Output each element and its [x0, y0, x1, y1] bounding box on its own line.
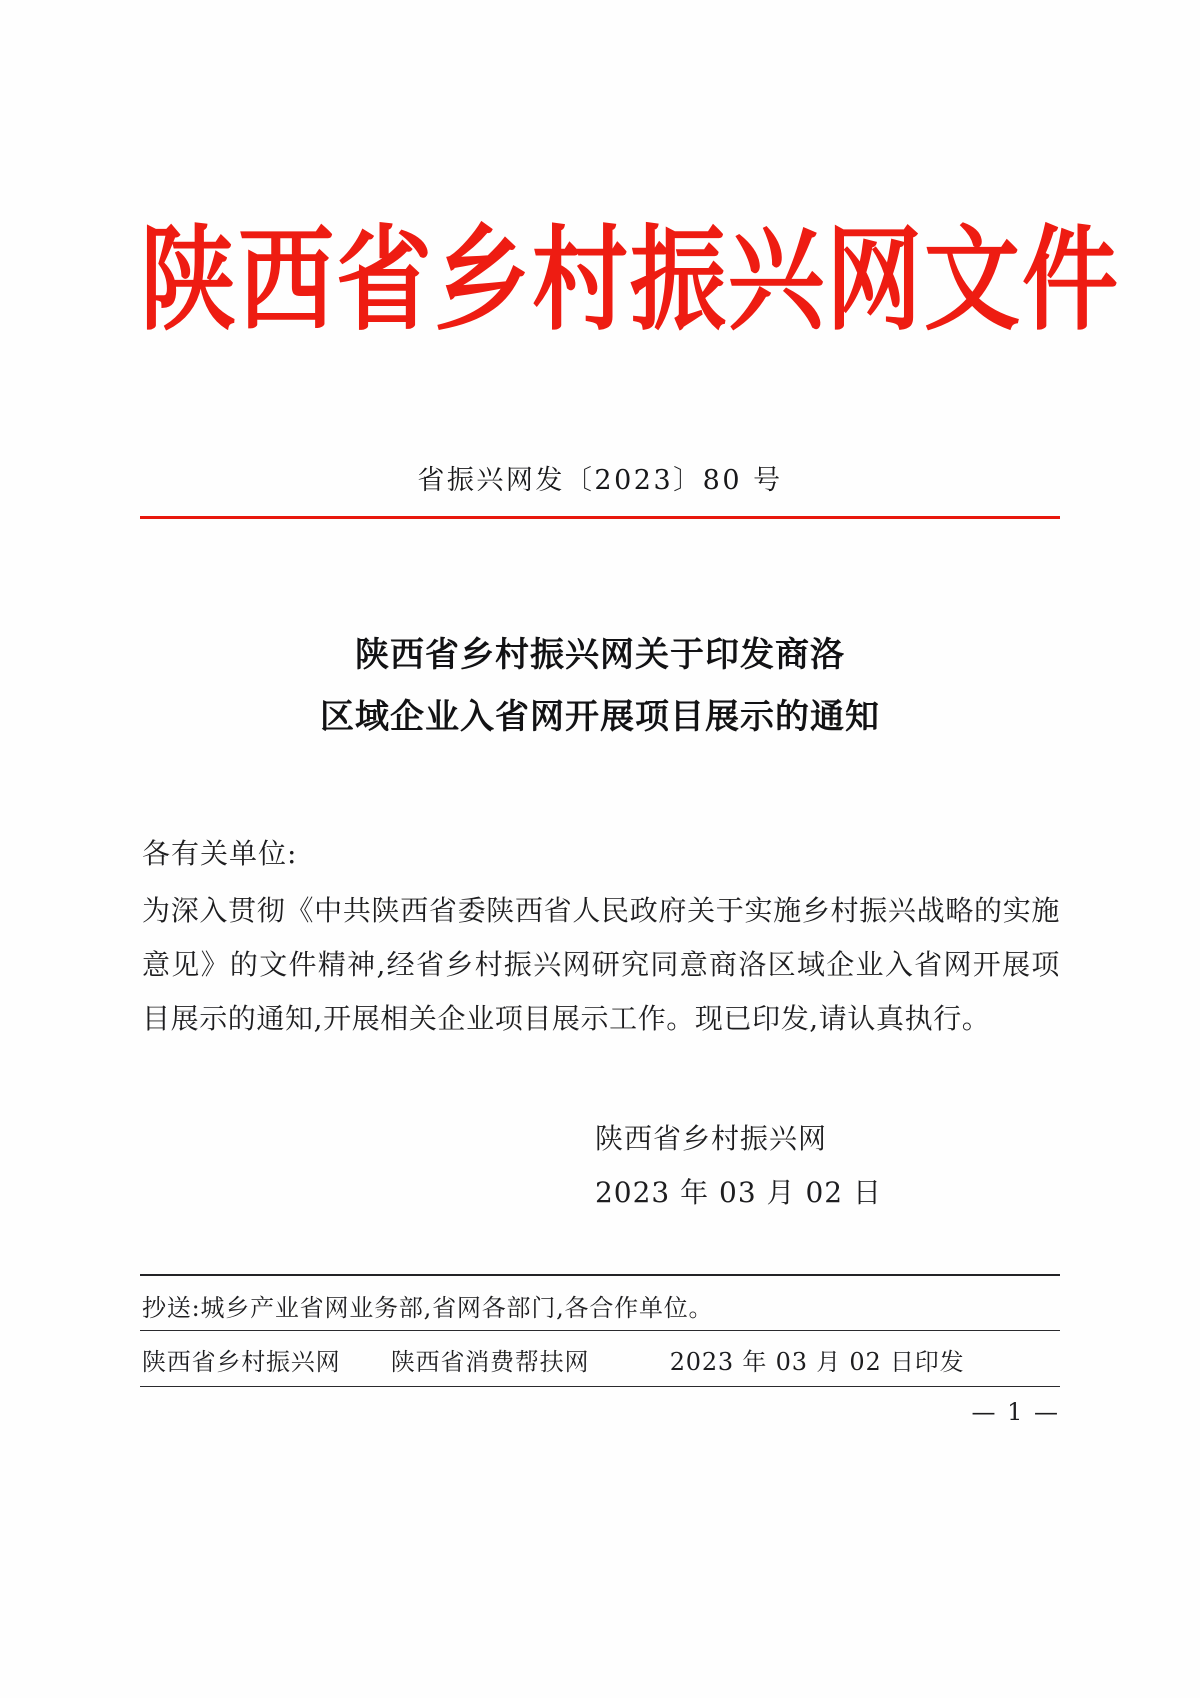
signature-organization: 陕西省乡村振兴网	[594, 1122, 827, 1155]
imprint-date: 2023 年 03 月 02 日印发	[669, 1348, 965, 1376]
document-title	[140, 624, 1060, 748]
imprint-organization-secondary: 陕西省消费帮扶网	[390, 1348, 590, 1376]
imprint-line	[142, 1342, 1060, 1377]
title-line-2: 区域企业入省网开展项目展示的通知	[320, 697, 880, 737]
body-paragraph: 为深入贯彻《中共陕西省委陕西省人民政府关于实施乡村振兴战略的实施意见》的文件精神,经省乡村振兴网研究同意商洛区域企业入省网开展项目展示的通知,开展相关企业项目展示工作。现已印发,请认真执行。	[142, 894, 1060, 1035]
masthead-title: 陕西省乡村振兴网文件	[140, 212, 1120, 347]
carbon-copy-line: 抄送:城乡产业省网业务部,省网各部门,各合作单位。	[142, 1294, 714, 1322]
footer-rule-top	[140, 1274, 1060, 1276]
footer-rule-middle	[140, 1330, 1060, 1331]
masthead	[140, 212, 1120, 347]
document-number: 省振兴网发〔2023〕80 号	[417, 465, 783, 496]
page-number: — 1 —	[971, 1398, 1060, 1426]
signature-date: 2023 年 03 月 02 日	[594, 1176, 882, 1209]
signature-block	[595, 1112, 882, 1220]
body-copy	[142, 884, 1060, 1046]
imprint-organization-primary: 陕西省乡村振兴网	[142, 1348, 341, 1376]
footer-rule-bottom	[140, 1386, 1060, 1387]
title-line-1: 陕西省乡村振兴网关于印发商洛	[355, 635, 845, 675]
salutation: 各有关单位:	[142, 837, 298, 870]
red-separator-rule	[140, 516, 1060, 519]
document-sheet	[140, 0, 1120, 1698]
